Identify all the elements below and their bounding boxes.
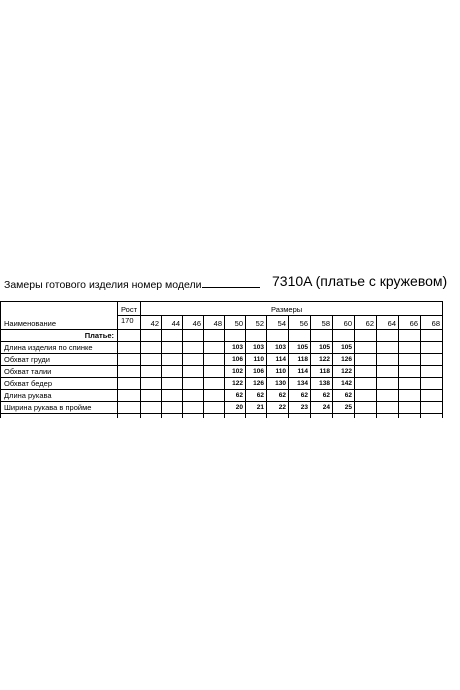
empty-cell: [311, 330, 333, 342]
value-cell: [377, 378, 399, 390]
value-cell: 102: [225, 366, 246, 378]
title-underline: [202, 278, 260, 288]
value-cell: [355, 342, 377, 354]
value-cell: [377, 342, 399, 354]
empty-cell: [183, 414, 204, 419]
value-cell: [183, 378, 204, 390]
value-cell: 62: [225, 390, 246, 402]
empty-cell: [421, 414, 443, 419]
value-cell: 118: [289, 354, 311, 366]
empty-cell: [289, 414, 311, 419]
value-cell: 105: [311, 342, 333, 354]
empty-cell: [289, 330, 311, 342]
value-cell: [421, 378, 443, 390]
height-cell: [118, 390, 141, 402]
empty-cell: [204, 330, 225, 342]
empty-cell: [1, 414, 118, 419]
size-header-cell: 44: [162, 316, 183, 330]
value-cell: [183, 354, 204, 366]
value-cell: [355, 354, 377, 366]
size-header-cell: 62: [355, 316, 377, 330]
value-cell: [355, 378, 377, 390]
value-cell: [162, 366, 183, 378]
value-cell: 126: [333, 354, 355, 366]
value-cell: 110: [246, 354, 267, 366]
sizes-header: [141, 302, 443, 316]
table-row: [1, 402, 443, 414]
empty-cell: [421, 330, 443, 342]
empty-cell: [333, 414, 355, 419]
value-cell: [399, 402, 421, 414]
value-cell: [377, 390, 399, 402]
value-cell: [399, 342, 421, 354]
empty-cell: [377, 330, 399, 342]
value-cell: [355, 366, 377, 378]
empty-cell: [377, 414, 399, 419]
value-cell: [141, 402, 162, 414]
section-row: [1, 330, 443, 342]
value-cell: 20: [225, 402, 246, 414]
empty-cell: [399, 414, 421, 419]
empty-cell: [225, 414, 246, 419]
value-cell: 21: [246, 402, 267, 414]
empty-cell: [355, 330, 377, 342]
header-row-1: [1, 302, 443, 316]
value-cell: 103: [225, 342, 246, 354]
height-label: Рост: [121, 305, 138, 314]
value-cell: 62: [289, 390, 311, 402]
value-cell: [204, 366, 225, 378]
trailing-row: [1, 414, 443, 419]
row-label: Ширина рукава в пройме: [1, 402, 118, 414]
value-cell: [421, 402, 443, 414]
value-cell: [141, 390, 162, 402]
height-header: [118, 302, 141, 316]
height-cell: [118, 378, 141, 390]
value-cell: [377, 366, 399, 378]
row-label: Обхват груди: [1, 354, 118, 366]
height-cell: [118, 342, 141, 354]
value-cell: [399, 390, 421, 402]
empty-cell: [267, 414, 289, 419]
empty-cell: [246, 330, 267, 342]
value-cell: [377, 354, 399, 366]
value-cell: [421, 390, 443, 402]
section-label: [1, 330, 118, 342]
value-cell: 24: [311, 402, 333, 414]
empty-cell: [225, 330, 246, 342]
value-cell: 62: [311, 390, 333, 402]
value-cell: 122: [225, 378, 246, 390]
value-cell: [162, 402, 183, 414]
empty-cell: [118, 414, 141, 419]
empty-cell: [399, 330, 421, 342]
value-cell: [204, 390, 225, 402]
height-value-label: 170: [121, 316, 134, 325]
empty-cell: [246, 414, 267, 419]
size-header-cell: 52: [246, 316, 267, 330]
size-header-cell: 50: [225, 316, 246, 330]
size-header-cell: 46: [183, 316, 204, 330]
value-cell: [204, 402, 225, 414]
table-row: [1, 354, 443, 366]
height-cell: [118, 354, 141, 366]
sizes-label: Размеры: [271, 305, 303, 314]
name-header: [1, 302, 118, 330]
value-cell: 62: [333, 390, 355, 402]
value-cell: [355, 390, 377, 402]
document-title: [4, 278, 260, 291]
empty-cell: [333, 330, 355, 342]
value-cell: 106: [246, 366, 267, 378]
value-cell: 118: [311, 366, 333, 378]
empty-cell: [355, 414, 377, 419]
measurements-table: [0, 301, 443, 418]
size-header-cell: 64: [377, 316, 399, 330]
name-header-label: Наименование: [4, 319, 56, 328]
row-label: Обхват бедер: [1, 378, 118, 390]
size-header-cell: 68: [421, 316, 443, 330]
height-cell: [118, 402, 141, 414]
value-cell: 105: [333, 342, 355, 354]
value-cell: [162, 342, 183, 354]
value-cell: 62: [246, 390, 267, 402]
value-cell: [204, 378, 225, 390]
size-header-cell: 60: [333, 316, 355, 330]
value-cell: 130: [267, 378, 289, 390]
value-cell: [377, 402, 399, 414]
value-cell: 105: [289, 342, 311, 354]
size-header-cell: 66: [399, 316, 421, 330]
model-number: 7310A (платье с кружевом): [272, 273, 448, 289]
value-cell: [183, 342, 204, 354]
value-cell: [399, 378, 421, 390]
value-cell: 126: [246, 378, 267, 390]
value-cell: 114: [289, 366, 311, 378]
value-cell: [162, 390, 183, 402]
value-cell: [183, 390, 204, 402]
height-cell: [118, 366, 141, 378]
value-cell: 25: [333, 402, 355, 414]
value-cell: [399, 354, 421, 366]
size-header-cell: 48: [204, 316, 225, 330]
value-cell: 106: [225, 354, 246, 366]
value-cell: [183, 366, 204, 378]
value-cell: [421, 366, 443, 378]
value-cell: [421, 342, 443, 354]
value-cell: 62: [267, 390, 289, 402]
size-header-cell: 42: [141, 316, 162, 330]
empty-cell: [141, 330, 162, 342]
height-value: [118, 316, 141, 330]
table-row: [1, 378, 443, 390]
value-cell: 122: [311, 354, 333, 366]
empty-cell: [141, 414, 162, 419]
title-row: [0, 268, 460, 294]
value-cell: [141, 378, 162, 390]
empty-cell: [118, 330, 141, 342]
value-cell: 138: [311, 378, 333, 390]
empty-cell: [162, 330, 183, 342]
value-cell: [355, 402, 377, 414]
row-label: Длина рукава: [1, 390, 118, 402]
empty-cell: [162, 414, 183, 419]
value-cell: 114: [267, 354, 289, 366]
size-header-cell: 58: [311, 316, 333, 330]
empty-cell: [183, 330, 204, 342]
value-cell: 22: [267, 402, 289, 414]
value-cell: [141, 366, 162, 378]
value-cell: 103: [246, 342, 267, 354]
table-row: [1, 366, 443, 378]
title-text: Замеры готового изделия номер модели: [4, 279, 202, 291]
value-cell: [162, 354, 183, 366]
row-label: Обхват талии: [1, 366, 118, 378]
value-cell: 110: [267, 366, 289, 378]
empty-cell: [204, 414, 225, 419]
value-cell: [183, 402, 204, 414]
value-cell: [399, 366, 421, 378]
size-header-cell: 56: [289, 316, 311, 330]
value-cell: 142: [333, 378, 355, 390]
value-cell: [141, 342, 162, 354]
table-row: [1, 342, 443, 354]
value-cell: 103: [267, 342, 289, 354]
value-cell: [421, 354, 443, 366]
value-cell: 23: [289, 402, 311, 414]
size-header-cell: 54: [267, 316, 289, 330]
empty-cell: [311, 414, 333, 419]
row-label: Длина изделия по спинке: [1, 342, 118, 354]
value-cell: [141, 354, 162, 366]
table-row: [1, 390, 443, 402]
value-cell: 134: [289, 378, 311, 390]
value-cell: [162, 378, 183, 390]
empty-cell: [267, 330, 289, 342]
value-cell: [204, 342, 225, 354]
section-text: Платье:: [84, 330, 114, 340]
value-cell: [204, 354, 225, 366]
value-cell: 122: [333, 366, 355, 378]
